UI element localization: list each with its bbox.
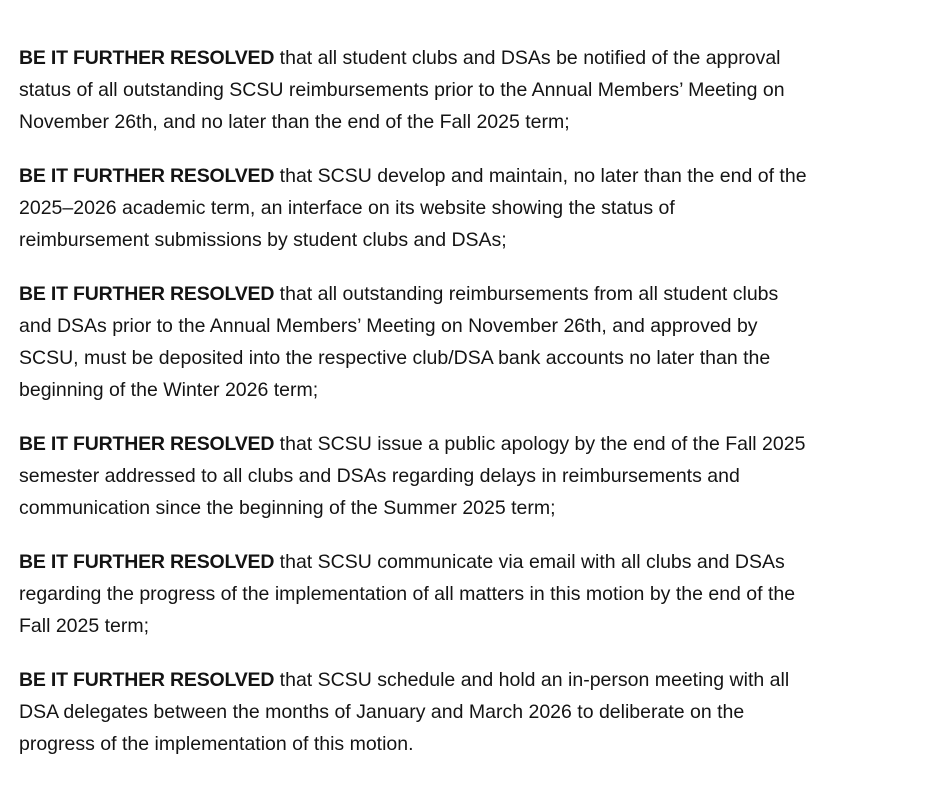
resolution-line: semester addressed to all clubs and DSAs regarding delays in reimbursements and: [19, 465, 740, 487]
resolution-line: that all outstanding reimbursements from all student clubs: [274, 283, 779, 305]
resolution-paragraph: [19, 428, 919, 524]
resolution-line: that SCSU schedule and hold an in-person meeting with all: [274, 669, 790, 691]
resolution-line: SCSU, must be deposited into the respective club/DSA bank accounts no later than the: [19, 347, 771, 369]
resolution-line: that SCSU develop and maintain, no later than the end of the: [274, 165, 807, 187]
resolution-line: that SCSU communicate via email with all clubs and DSAs: [274, 551, 785, 573]
resolutions-document: [19, 42, 919, 782]
resolution-line: and DSAs prior to the Annual Members’ Meeting on November 26th, and approved by: [19, 315, 758, 337]
resolution-lead: BE IT FURTHER RESOLVED: [19, 283, 275, 305]
resolution-line: that SCSU issue a public apology by the end of the Fall 2025: [274, 433, 806, 455]
resolution-line: beginning of the Winter 2026 term;: [19, 379, 319, 401]
resolution-line: Fall 2025 term;: [19, 615, 150, 637]
resolution-lead: BE IT FURTHER RESOLVED: [19, 47, 275, 69]
resolution-lead: BE IT FURTHER RESOLVED: [19, 433, 275, 455]
resolution-paragraph: [19, 160, 919, 256]
resolution-line: regarding the progress of the implementation of all matters in this motion by the end of the: [19, 583, 796, 605]
resolution-paragraph: [19, 278, 919, 406]
resolution-line: progress of the implementation of this motion.: [19, 733, 414, 755]
resolution-line: 2025–2026 academic term, an interface on its website showing the status of: [19, 197, 675, 219]
resolution-paragraph: [19, 664, 919, 760]
resolution-paragraph: [19, 546, 919, 642]
resolution-paragraph: [19, 42, 919, 138]
resolution-line: DSA delegates between the months of January and March 2026 to deliberate on the: [19, 701, 745, 723]
resolution-line: reimbursement submissions by student clubs and DSAs;: [19, 229, 507, 251]
resolution-lead: BE IT FURTHER RESOLVED: [19, 551, 275, 573]
resolution-line: November 26th, and no later than the end of the Fall 2025 term;: [19, 111, 570, 133]
resolution-line: that all student clubs and DSAs be notified of the approval: [274, 47, 781, 69]
resolution-line: status of all outstanding SCSU reimbursements prior to the Annual Members’ Meeting on: [19, 79, 785, 101]
resolution-lead: BE IT FURTHER RESOLVED: [19, 669, 275, 691]
resolution-lead: BE IT FURTHER RESOLVED: [19, 165, 275, 187]
resolution-line: communication since the beginning of the Summer 2025 term;: [19, 497, 556, 519]
